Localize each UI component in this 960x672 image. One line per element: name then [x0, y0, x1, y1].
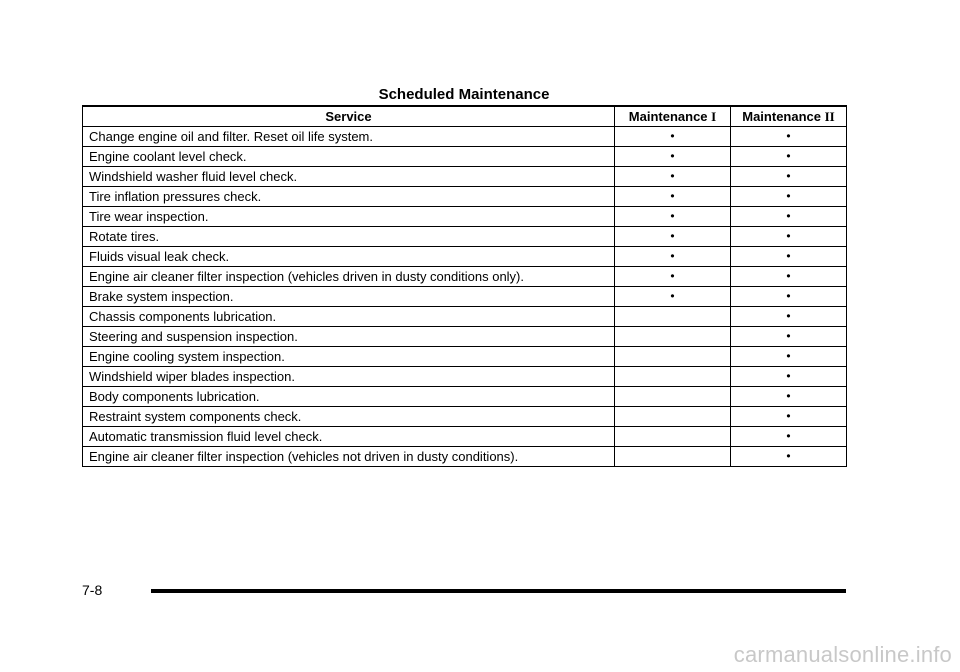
maintenance-1-cell: •	[615, 287, 731, 307]
table-row	[83, 267, 847, 287]
service-cell: Brake system inspection.	[83, 287, 615, 307]
maintenance-1-cell: •	[615, 127, 731, 147]
table-row	[83, 147, 847, 167]
maintenance-1-cell	[615, 407, 731, 427]
maintenance-2-cell: •	[731, 187, 847, 207]
maintenance-1-cell: •	[615, 167, 731, 187]
table-row	[83, 167, 847, 187]
maintenance-1-cell: •	[615, 267, 731, 287]
maintenance-2-cell: •	[731, 147, 847, 167]
table-row	[83, 447, 847, 467]
maintenance-2-cell: •	[731, 327, 847, 347]
maintenance-1-cell	[615, 387, 731, 407]
table-row	[83, 207, 847, 227]
service-cell: Engine coolant level check.	[83, 147, 615, 167]
maintenance-2-cell: •	[731, 207, 847, 227]
table-row	[83, 227, 847, 247]
header-service: Service	[83, 106, 615, 127]
table-row	[83, 127, 847, 147]
table-row	[83, 247, 847, 267]
header-maintenance-1-label: Maintenance	[628, 109, 712, 124]
maintenance-2-cell: •	[731, 427, 847, 447]
header-maintenance-2-roman: II	[824, 109, 835, 124]
header-maintenance-2	[731, 106, 847, 127]
service-cell: Automatic transmission fluid level check.	[83, 427, 615, 447]
watermark: carmanualsonline.info	[733, 642, 952, 667]
maintenance-table	[82, 105, 847, 467]
maintenance-1-cell	[615, 367, 731, 387]
service-cell: Windshield wiper blades inspection.	[83, 367, 615, 387]
service-cell: Tire wear inspection.	[83, 207, 615, 227]
maintenance-2-cell: •	[731, 287, 847, 307]
maintenance-2-cell: •	[731, 247, 847, 267]
table-row	[83, 287, 847, 307]
maintenance-1-cell	[615, 427, 731, 447]
page-title: Scheduled Maintenance	[378, 86, 550, 103]
maintenance-1-cell	[615, 307, 731, 327]
maintenance-2-cell: •	[731, 227, 847, 247]
maintenance-2-cell: •	[731, 307, 847, 327]
service-cell: Body components lubrication.	[83, 387, 615, 407]
maintenance-1-cell	[615, 347, 731, 367]
service-cell: Engine cooling system inspection.	[83, 347, 615, 367]
table-row	[83, 427, 847, 447]
header-maintenance-1	[615, 106, 731, 127]
table-header-row	[83, 106, 847, 127]
table-row	[83, 327, 847, 347]
maintenance-1-cell: •	[615, 147, 731, 167]
table-row	[83, 187, 847, 207]
service-cell: Steering and suspension inspection.	[83, 327, 615, 347]
header-maintenance-2-label: Maintenance	[742, 109, 825, 124]
table-row	[83, 367, 847, 387]
service-cell: Rotate tires.	[83, 227, 615, 247]
maintenance-2-cell: •	[731, 447, 847, 467]
maintenance-1-cell: •	[615, 227, 731, 247]
service-cell: Engine air cleaner filter inspection (vehicles driven in dusty conditions only).	[83, 267, 615, 287]
maintenance-2-cell: •	[731, 267, 847, 287]
maintenance-2-cell: •	[731, 167, 847, 187]
maintenance-2-cell: •	[731, 347, 847, 367]
table-row	[83, 347, 847, 367]
service-cell: Change engine oil and filter. Reset oil life system.	[83, 127, 615, 147]
maintenance-1-cell	[615, 327, 731, 347]
maintenance-2-cell: •	[731, 387, 847, 407]
service-cell: Chassis components lubrication.	[83, 307, 615, 327]
footer-rule	[151, 589, 846, 593]
maintenance-2-cell: •	[731, 367, 847, 387]
maintenance-1-cell: •	[615, 187, 731, 207]
table-row	[83, 307, 847, 327]
table-row	[83, 407, 847, 427]
table-row	[83, 387, 847, 407]
maintenance-1-cell	[615, 447, 731, 467]
service-cell: Restraint system components check.	[83, 407, 615, 427]
maintenance-2-cell: •	[731, 127, 847, 147]
service-cell: Windshield washer fluid level check.	[83, 167, 615, 187]
service-cell: Tire inflation pressures check.	[83, 187, 615, 207]
maintenance-2-cell: •	[731, 407, 847, 427]
service-cell: Fluids visual leak check.	[83, 247, 615, 267]
service-cell: Engine air cleaner filter inspection (vehicles not driven in dusty conditions).	[83, 447, 615, 467]
maintenance-1-cell: •	[615, 207, 731, 227]
page-number: 7-8	[82, 582, 103, 598]
maintenance-1-cell: •	[615, 247, 731, 267]
header-maintenance-1-roman: I	[711, 109, 717, 124]
